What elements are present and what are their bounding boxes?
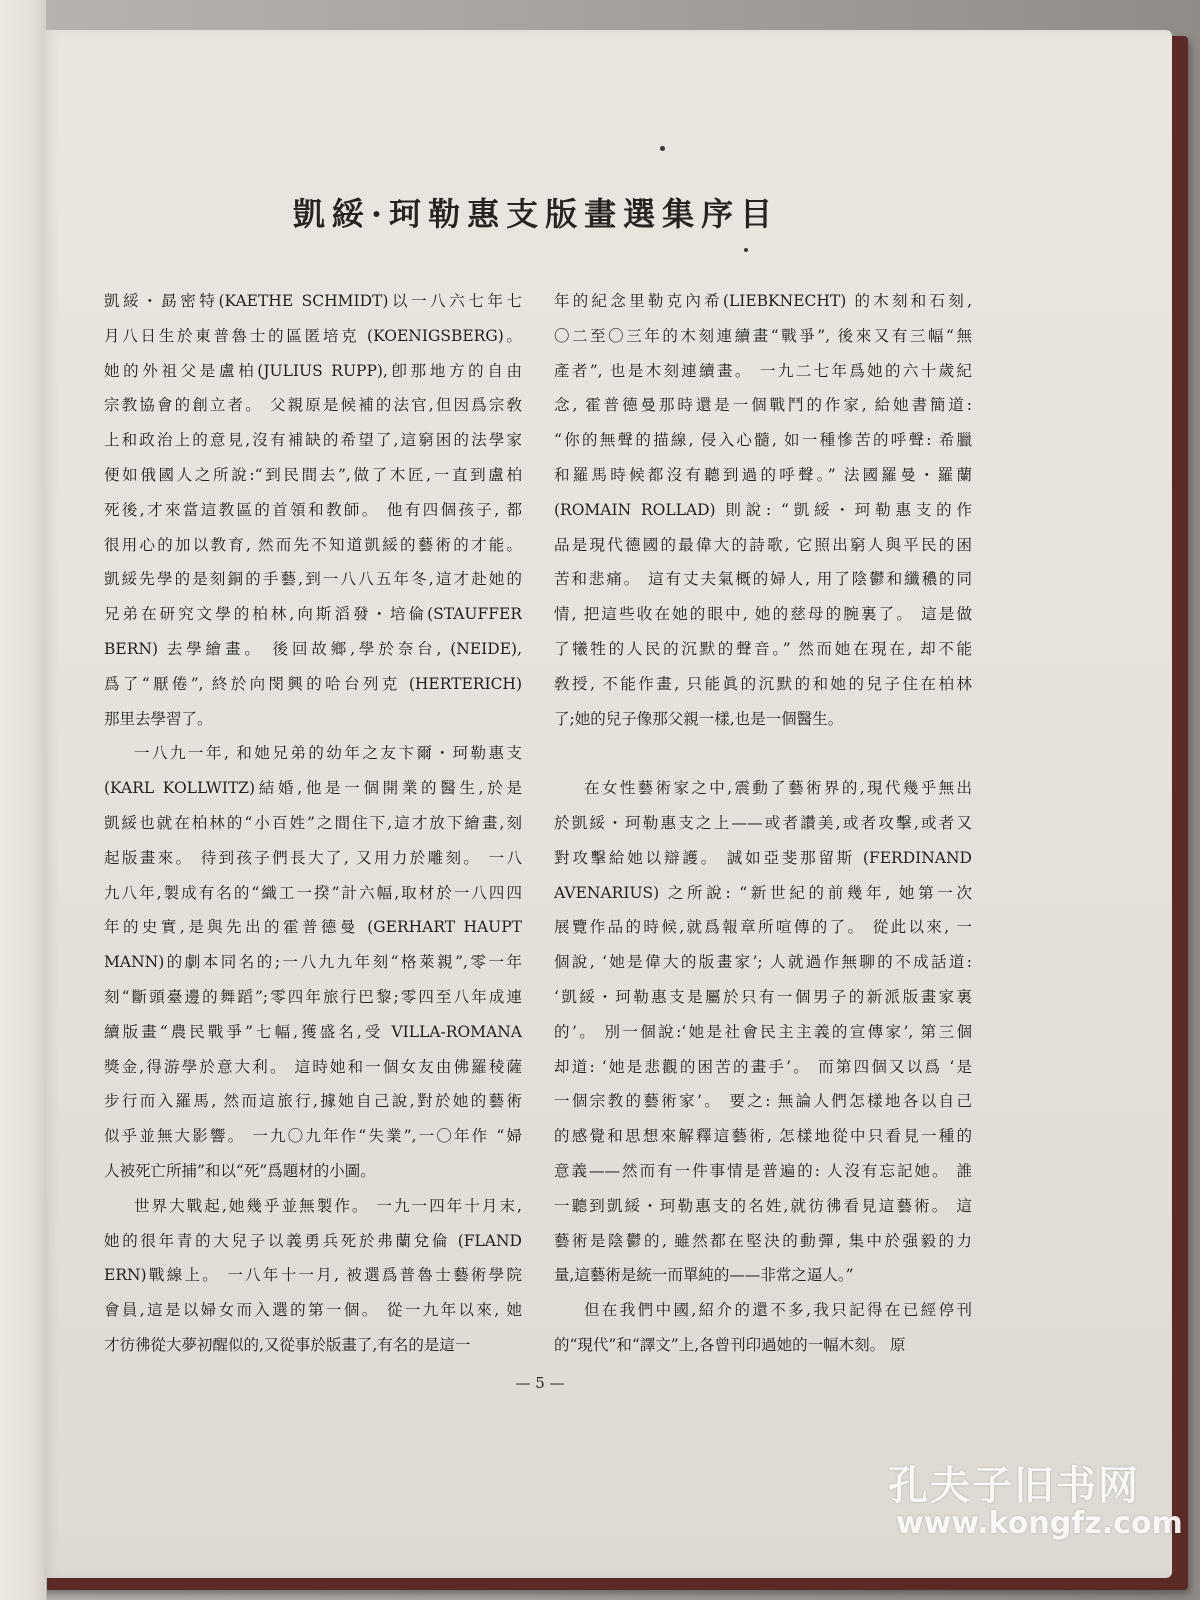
text-line: 凱綏也就在柏林的“小百姓”之間住下,這才放下繪畫,刻 xyxy=(104,813,522,832)
text-line: 對攻擊給她以辯護。 誠如亞斐那留斯 (FERDINAND xyxy=(554,848,972,867)
text-line: 情, 把這些收在她的眼中, 她的慈母的腕裏了。 這是做 xyxy=(554,605,972,624)
text-line: 在女性藝術家之中,震動了藝術界的,現代幾乎無出 xyxy=(584,779,972,798)
text-line: 世界大戰起,她幾乎並無製作。 一九一四年十月末, xyxy=(134,1196,522,1215)
text-line: 上和政治上的意見,沒有補缺的希望了,這窮困的法學家 xyxy=(104,431,522,450)
paragraph xyxy=(554,284,972,736)
text-line: 一個宗教的藝術家’。 要之: 無論人們怎樣地各以自己 xyxy=(554,1092,972,1111)
paragraph xyxy=(554,771,972,1293)
text-line: 宗教協會的創立者。 父親原是候補的法官,但因爲宗敎 xyxy=(104,396,522,415)
text-line: 才彷彿從大夢初醒似的,又從事於版畫了,有名的是這一 xyxy=(104,1335,471,1354)
text-line: 了犧牲的人民的沉默的聲音。” 然而她在現在, 却不能 xyxy=(554,639,972,658)
text-line: 刻“斷頭臺邊的舞蹈”;零四年旅行巴黎;零四至八年成連 xyxy=(104,987,522,1006)
watermark-logo-text: 孔夫子旧书网 xyxy=(888,1463,1140,1509)
text-line: (ROMAIN ROLLAD) 則說: “凱綏・珂勒惠支的作 xyxy=(554,500,972,519)
text-line: MANN)的劇本同名的;一八九九年刻“格萊親”,零一年 xyxy=(104,953,522,972)
text-line: 年的史實,是與先出的霍普德曼 (GERHART HAUPT xyxy=(104,918,522,937)
text-line: 於凱綏・珂勒惠支之上——或者讚美,或者攻擊,或者又 xyxy=(554,813,972,832)
ink-speck xyxy=(744,248,748,252)
text-line: 人被死亡所捕”和以“死”爲題材的小圖。 xyxy=(104,1161,376,1180)
text-line: 了;她的兒子像那父親一樣,也是一個醫生。 xyxy=(554,709,844,728)
text-line: 品是現代德國的最偉大的詩歌, 它照出窮人與平民的困 xyxy=(554,535,972,554)
text-line: ‘凱綏・珂勒惠支是屬於只有一個男子的新派版畫家裏 xyxy=(554,987,972,1006)
text-line: ERN)戰線上。 一八年十一月, 被選爲普魯士藝術學院 xyxy=(104,1266,522,1285)
paragraph xyxy=(554,1293,972,1363)
text-line: 的“現代”和“譯文”上,各曾刊印過她的一幅木刻。 原 xyxy=(554,1335,906,1354)
text-line: 但在我們中國,紹介的還不多,我只記得在已經停刊 xyxy=(584,1301,972,1320)
text-line: 念, 霍普德曼那時還是一個戰鬥的作家, 給她書簡道: xyxy=(554,396,972,415)
text-line: 凱綏先學的是刻銅的手藝,到一八八五年冬,這才赴她的 xyxy=(104,570,522,589)
text-line: 便如俄國人之所說:“到民間去”,做了木匠,一直到盧柏 xyxy=(104,465,522,484)
text-line: AVENARIUS) 之所說: “新世紀的前幾年, 她第一次 xyxy=(554,883,972,902)
text-line: 藝術是陰鬱的, 雖然都在堅決的動彈, 集中於强毅的力 xyxy=(554,1231,972,1250)
paragraph xyxy=(104,736,522,1188)
text-line: 兄弟在研究文學的柏林,向斯滔發・培倫(STAUFFER xyxy=(104,605,522,624)
text-line: 一八九一年, 和她兄弟的幼年之友卞爾・珂勒惠支 xyxy=(134,744,522,763)
text-line: 九八年,製成有名的“織工一揆”計六幅,取材於一八四四 xyxy=(104,883,522,902)
text-line: 似乎並無大影響。 一九〇九年作“失業”,一〇年作 “婦 xyxy=(104,1127,522,1146)
text-line: 的感覺和思想來解釋這藝術, 怎樣地從中只看見一種的 xyxy=(554,1127,972,1146)
paragraph xyxy=(104,1189,522,1363)
text-line: 年的紀念里勒克內希(LIEBKNECHT) 的木刻和石刻, xyxy=(554,292,972,310)
text-line: 個說, ‘她是偉大的版畫家’; 人就過作無聊的不成話道: xyxy=(554,953,972,972)
page-number: — 5 — xyxy=(515,1374,565,1392)
watermark-url: www.kongfz.com xyxy=(896,1506,1183,1541)
text-line: 她的外祖父是盧柏(JULIUS RUPP),卽那地方的自由 xyxy=(104,361,522,380)
ink-speck xyxy=(660,146,665,151)
text-line: BERN) 去學繪畫。 後回故鄉,學於奈台, (NEIDE), xyxy=(104,639,522,658)
text-line: 意義——然而有一件事情是普遍的: 人沒有忘記她。 誰 xyxy=(554,1161,972,1180)
text-line: 却道: ‘她是悲觀的困苦的畫手’。 而第四個又以爲 ‘是 xyxy=(554,1057,972,1076)
text-line: 步行而入羅馬, 然而這旅行,據她自己說,對於她的藝術 xyxy=(104,1092,522,1111)
text-line: 凱綏・勗密特(KAETHE SCHMIDT)以一八六七年七 xyxy=(104,292,522,310)
paragraph xyxy=(104,284,522,736)
text-line: “你的無聲的描線, 侵入心髓, 如一種慘苦的呼聲: 希臘 xyxy=(554,431,972,450)
text-line: 會員,這是以婦女而入選的第一個。 從一九年以來, 她 xyxy=(104,1301,522,1320)
text-line: 的’。 別一個說:‘她是社會民主主義的宣傳家’, 第三個 xyxy=(554,1022,972,1041)
left-text-column xyxy=(104,284,522,1363)
text-line: 死後,才來當這教區的首領和教師。 他有四個孩子, 都 xyxy=(104,500,522,519)
text-line: (KARL KOLLWITZ)結婚,他是一個開業的醫生,於是 xyxy=(104,779,522,798)
right-text-column xyxy=(554,284,972,1363)
text-line: 獎金,得游學於意大利。 這時她和一個女友由佛羅稜薩 xyxy=(104,1057,522,1076)
text-line: 那里去學習了。 xyxy=(104,709,213,728)
text-line: 爲了“厭倦”, 終於向閔興的哈台列克 (HERTERICH) xyxy=(104,674,522,693)
text-line: 月八日生於東普魯士的區匿培克 (KOENIGSBERG)。 xyxy=(104,326,522,345)
underlying-page-edge xyxy=(0,0,47,1600)
page-title: 凱綏·珂勒惠支版畫選集序目 xyxy=(292,195,780,233)
text-line: 產者”, 也是木刻連續畫。 一九二七年爲她的六十歲紀 xyxy=(554,361,972,380)
text-line: 量,這藝術是統一而單純的——非常之逼人。” xyxy=(554,1266,854,1285)
text-line: 一聽到凱綏・珂勒惠支的名姓,就彷彿看見這藝術。 這 xyxy=(554,1196,972,1215)
text-line: 續版畫“農民戰爭”七幅,獲盛名,受 VILLA-ROMANA xyxy=(104,1022,522,1041)
text-line: 〇二至〇三年的木刻連續畫“戰爭”, 後來又有三幅“無 xyxy=(554,326,972,345)
text-line: 苦和悲痛。 這有丈夫氣概的婦人, 用了陰鬱和纖穠的同 xyxy=(554,570,972,589)
text-line: 起版畫來。 待到孩子們長大了, 又用力於雕刻。 一八 xyxy=(104,848,522,867)
text-line: 她的很年青的大兒子以義勇兵死於弗蘭兌倫 (FLAND xyxy=(104,1231,522,1250)
text-line: 展覽作品的時候,就爲報章所喧傳的了。 從此以來, 一 xyxy=(554,918,972,937)
text-line: 敎授, 不能作畫, 只能眞的沉默的和她的兒子住在柏林 xyxy=(554,674,972,693)
text-line: 很用心的加以教育, 然而先不知道凱綏的藝術的才能。 xyxy=(104,535,522,554)
text-line: 和羅馬時候都沒有聽到過的呼聲。” 法國羅曼・羅蘭 xyxy=(554,465,972,484)
